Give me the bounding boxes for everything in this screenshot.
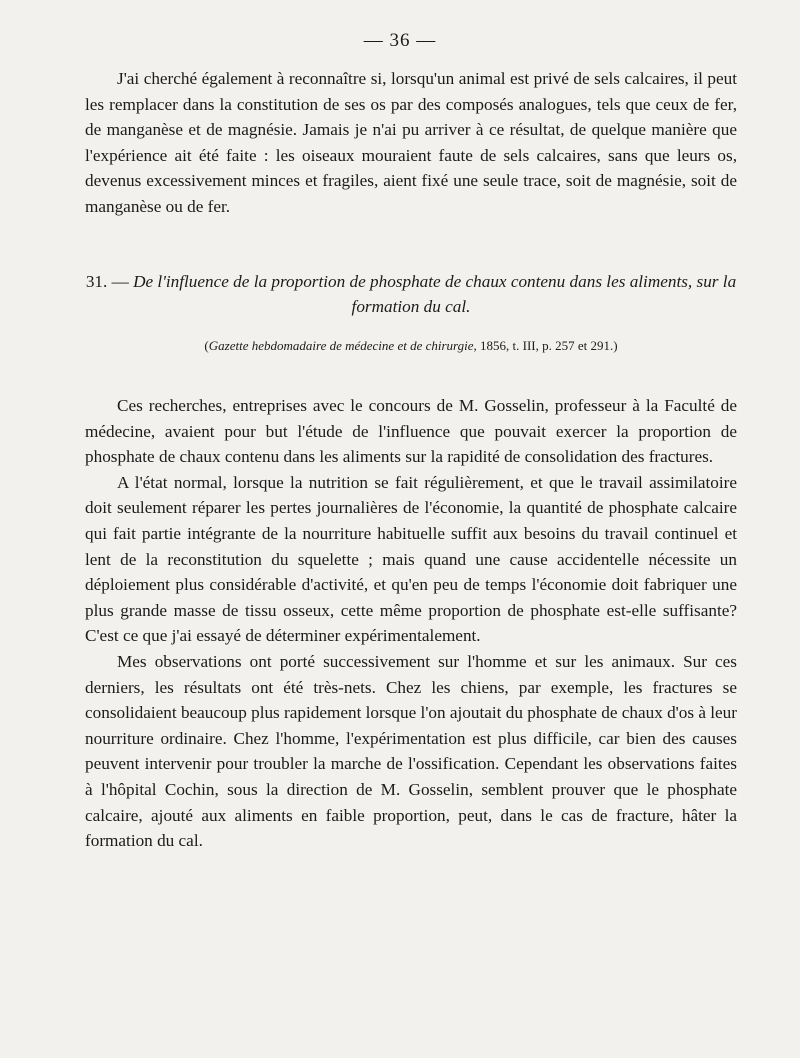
- citation-open: (: [204, 338, 209, 353]
- citation-journal: Gazette hebdomadaire de médecine et de chirurgie: [208, 338, 474, 353]
- body-paragraph-2: A l'état normal, lorsque la nutrition se fait régulièrement, et que le travail assimilatoire doit seulement réparer les pertes journalières de l'économie, la quantité de phosphate calcaire qui fait partie intégrante de la nourriture habituelle suffit aux besoins du travail continuel et lent de la reconstitution du squelette ; mais quand une cause accidentelle nécessite un déploiement plus considérable d'activité, et qu'en peu de temps l'économie doit fabriquer une plus grande masse de tissu osseux, cette même proportion de phosphate est-elle suffisante? C'est ce que j'ai essayé de déterminer expérimentalement.: [85, 472, 737, 646]
- body-paragraph-1: Ces recherches, entreprises avec le concours de M. Gosselin, professeur à la Faculté de médecine, avaient pour but l'étude de l'influence que pouvait exercer la proportion de phosphate de chaux contenu dans les aliments sur la rapidité de consolidation des fractures.: [85, 396, 737, 467]
- body-text: [85, 393, 737, 854]
- section-title: De l'influence de la proportion de phosphate de chaux contenu dans les aliments, sur la formation du cal.: [133, 272, 737, 316]
- intro-text: [85, 66, 737, 220]
- intro-paragraph: J'ai cherché également à reconnaître si, lorsqu'un animal est privé de sels calcaires, il peut les remplacer dans la constitution de ses os par des composés analogues, tels que ceux de fer, de manganèse et de magnésie. Jamais je n'ai pu arriver à ce résultat, de quelque manière que l'expérience ait été faite : les oiseaux mouraient faute de sels calcaires, sans que leurs os, devenus excessivement minces et fragiles, aient fixé une seule trace, soit de magnésie, soit de manganèse ou de fer.: [85, 69, 737, 216]
- citation-details: , 1856, t. III, p. 257 et 291.): [473, 338, 618, 353]
- page-number: — 36 —: [363, 30, 437, 51]
- body-paragraph-3: Mes observations ont porté successivement sur l'homme et sur les animaux. Sur ces derniers, les résultats ont été très-nets. Chez les chiens, par exemple, les fractures se consolidaient beaucoup plus rapidement lorsque l'on ajoutait du phosphate de chaux d'os à leur nourriture ordinaire. Chez l'homme, l'expérimentation est plus difficile, car bien des causes peuvent intervenir pour troubler la marche de l'ossification. Cependant les observations faites à l'hôpital Cochin, sous la direction de M. Gosselin, semblent prouver que le phosphate calcaire, ajouté aux aliments en faible proportion, peut, dans le cas de fracture, hâter la formation du cal.: [85, 651, 737, 851]
- section-heading: [85, 269, 737, 319]
- section-number: 31. —: [85, 272, 129, 291]
- citation: [85, 337, 737, 355]
